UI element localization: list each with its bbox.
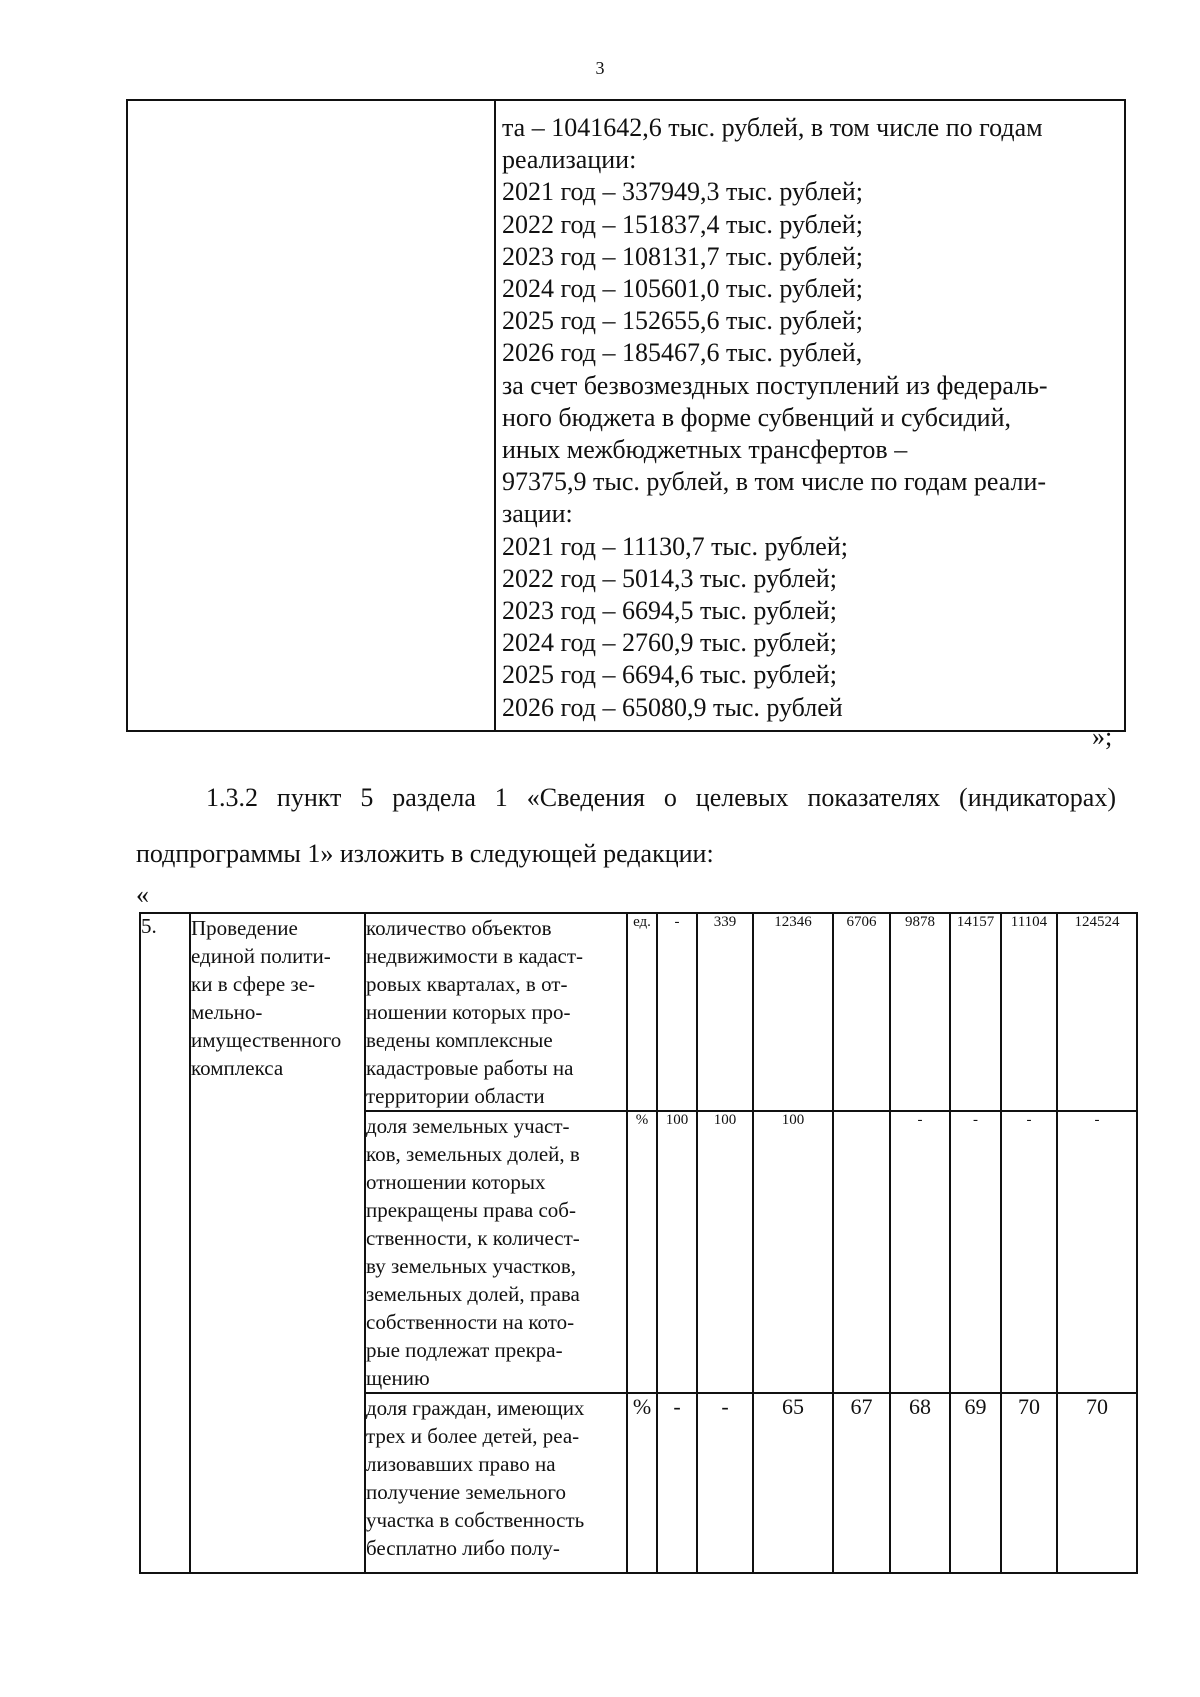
indicator-line: территории области bbox=[366, 1084, 545, 1108]
funding-text bbox=[496, 101, 1124, 724]
item-name-line: комплекса bbox=[191, 1056, 284, 1080]
value-cell: 68 bbox=[890, 1393, 950, 1573]
value-cell: - bbox=[657, 1393, 697, 1573]
value-cell: - bbox=[697, 1393, 753, 1573]
funding-line: 97375,9 тыс. рублей, в том числе по годам реали- bbox=[502, 467, 1047, 497]
item-name-line: мельно- bbox=[191, 1000, 263, 1024]
paragraph-line: 1.3.2 пункт 5 раздела 1 «Сведения о целевых показателях (индикаторах) bbox=[206, 783, 1116, 812]
value-cell: 9878 bbox=[890, 913, 950, 1111]
value-cell: 100 bbox=[657, 1111, 697, 1393]
table-row bbox=[140, 913, 1137, 1111]
funding-line: 2021 год – 337949,3 тыс. рублей; bbox=[502, 177, 863, 207]
value-cell: 65 bbox=[753, 1393, 833, 1573]
item-name-line: имущественного bbox=[191, 1028, 342, 1052]
value-cell: - bbox=[1001, 1111, 1057, 1393]
unit-cell: % bbox=[627, 1393, 657, 1573]
value-cell: 339 bbox=[697, 913, 753, 1111]
page-number: 3 bbox=[595, 58, 605, 78]
funding-line: 2024 год – 105601,0 тыс. рублей; bbox=[502, 274, 863, 304]
funding-table-empty-cell bbox=[127, 100, 495, 731]
indicator-line: недвижимости в кадаст- bbox=[366, 944, 584, 968]
value-cell: 100 bbox=[753, 1111, 833, 1393]
indicator-name-cell bbox=[365, 913, 627, 1111]
indicator-line: ношении которых про- bbox=[366, 1000, 571, 1024]
unit-cell: % bbox=[627, 1111, 657, 1393]
value-cell: - bbox=[950, 1111, 1001, 1393]
value-cell bbox=[833, 1111, 890, 1393]
indicator-line: ков, земельных долей, в bbox=[366, 1142, 580, 1166]
indicator-name-cell bbox=[365, 1393, 627, 1573]
indicator-line: рые подлежат прекра- bbox=[366, 1338, 563, 1362]
funding-line: 2026 год – 185467,6 тыс. рублей, bbox=[502, 338, 863, 368]
funding-line: 2024 год – 2760,9 тыс. рублей; bbox=[502, 628, 837, 658]
funding-line: за счет безвозмездных поступлений из федераль- bbox=[502, 370, 1048, 400]
indicator-line: участка в собственность bbox=[366, 1508, 585, 1532]
indicator-line: ведены комплексные bbox=[366, 1028, 553, 1052]
item-name-cell bbox=[190, 913, 365, 1573]
funding-line: 2022 год – 151837,4 тыс. рублей; bbox=[502, 209, 863, 239]
value-cell: - bbox=[890, 1111, 950, 1393]
indicator-line: щению bbox=[366, 1366, 430, 1390]
funding-line: та – 1041642,6 тыс. рублей, в том числе по годам bbox=[502, 113, 1043, 142]
indicator-line: ственности, к количест- bbox=[366, 1226, 580, 1250]
funding-text-cell bbox=[495, 100, 1125, 731]
item-name-line: единой полити- bbox=[191, 944, 331, 968]
indicator-line: ву земельных участков, bbox=[366, 1254, 577, 1278]
indicator-line: бесплатно либо полу- bbox=[366, 1536, 560, 1560]
funding-line: ного бюджета в форме субвенций и субсидий, bbox=[502, 402, 1012, 432]
funding-line: 2023 год – 108131,7 тыс. рублей; bbox=[502, 241, 863, 271]
closing-quote: »; bbox=[1092, 722, 1113, 751]
funding-line: 2022 год – 5014,3 тыс. рублей; bbox=[502, 563, 837, 593]
funding-line: 2025 год – 152655,6 тыс. рублей; bbox=[502, 306, 863, 336]
indicator-line: лизовавших право на bbox=[366, 1452, 556, 1476]
funding-line: 2023 год – 6694,5 тыс. рублей; bbox=[502, 596, 837, 626]
funding-table bbox=[126, 99, 1126, 732]
funding-line: реализации: bbox=[502, 145, 637, 175]
indicator-line: отношении которых bbox=[366, 1170, 546, 1194]
opening-quote: « bbox=[136, 880, 149, 909]
value-cell: 12346 bbox=[753, 913, 833, 1111]
indicator-line: доля земельных участ- bbox=[366, 1114, 570, 1138]
item-name-line: Проведение bbox=[191, 916, 298, 940]
value-cell: 70 bbox=[1057, 1393, 1137, 1573]
funding-line: 2026 год – 65080,9 тыс. рублей bbox=[502, 692, 843, 722]
value-cell: 100 bbox=[697, 1111, 753, 1393]
value-cell: - bbox=[1057, 1111, 1137, 1393]
value-cell: 69 bbox=[950, 1393, 1001, 1573]
amendment-paragraph bbox=[136, 770, 1116, 882]
value-cell: 124524 bbox=[1057, 913, 1137, 1111]
value-cell: 14157 bbox=[950, 913, 1001, 1111]
paragraph-line: подпрограммы 1» изложить в следующей редакции: bbox=[136, 839, 714, 868]
funding-line: иных межбюджетных трансфертов – bbox=[502, 435, 908, 465]
indicator-line: ровых кварталах, в от- bbox=[366, 972, 568, 996]
value-cell: 6706 bbox=[833, 913, 890, 1111]
item-number: 5. bbox=[140, 913, 190, 1573]
value-cell: 70 bbox=[1001, 1393, 1057, 1573]
unit-cell: ед. bbox=[627, 913, 657, 1111]
value-cell: 11104 bbox=[1001, 913, 1057, 1111]
indicator-line: трех и более детей, реа- bbox=[366, 1424, 580, 1448]
funding-line: 2021 год – 11130,7 тыс. рублей; bbox=[502, 531, 848, 561]
indicator-line: количество объектов bbox=[366, 916, 552, 940]
indicator-line: собственности на кото- bbox=[366, 1310, 575, 1334]
indicator-line: кадастровые работы на bbox=[366, 1056, 574, 1080]
indicator-line: получение земельного bbox=[366, 1480, 566, 1504]
funding-line: зации: bbox=[502, 499, 573, 529]
indicator-line: доля граждан, имеющих bbox=[366, 1396, 585, 1420]
item-name-line: ки в сфере зе- bbox=[191, 972, 316, 996]
value-cell: 67 bbox=[833, 1393, 890, 1573]
value-cell: - bbox=[657, 913, 697, 1111]
funding-line: 2025 год – 6694,6 тыс. рублей; bbox=[502, 660, 837, 690]
indicator-line: прекращены права соб- bbox=[366, 1198, 576, 1222]
indicators-table bbox=[139, 912, 1138, 1574]
indicator-line: земельных долей, права bbox=[366, 1282, 580, 1306]
indicator-name-cell bbox=[365, 1111, 627, 1393]
